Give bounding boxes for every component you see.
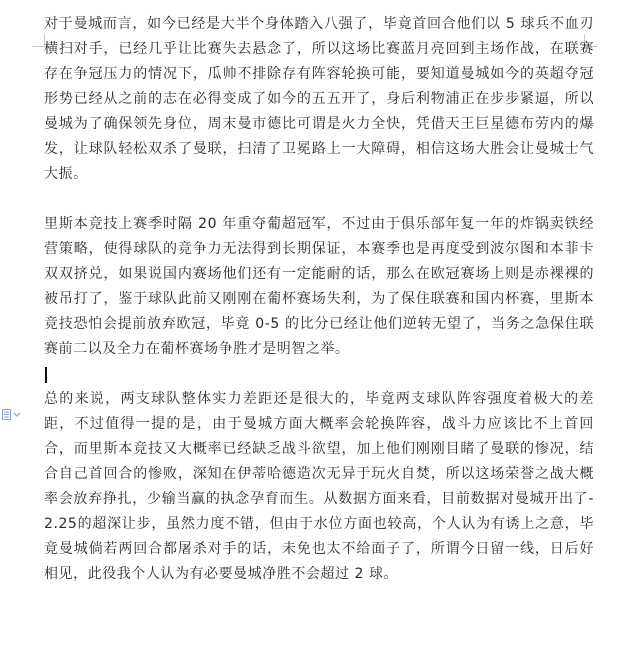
paragraph-3: 总的来说，两支球队整体实力差距还是很大的，毕竟两支球队阵容强度着极大的差距，不过值得一提的是，由于曼城方面大概率会轮换阵容，战斗力应该比不上首回合，而里斯本竞技又大概率已经缺乏战斗欲望，加上他们刚刚目睹了曼联的惨况，结合自己首回合的惨败，深知在伊蒂哈德造次无异于玩火自焚，所以这场荣誉之战大概率会放弃挣扎，少输当赢的执念孕育而生。从数据方面来看，目前数据对曼城开出了-2.25的超深让步，虽然力度不错，但由于水位方面也较高，个人认为有诱上之意，毕竟曼城倘若两回合都屠杀对手的话，未免也太不给面子了，所谓今日留一线，日后好相见，此役我个人认为有必要曼城净胜不会超过 2 球。 bbox=[44, 391, 594, 582]
paragraph-2: 里斯本竞技上赛季时隔 20 年重夺葡超冠军，不过由于俱乐部年复一年的炸锅卖铁经营策略，使得球队的竞争力无法得到长期保证，本赛季也是再度受到波尔图和本菲卡双双挤兑，如果说国内赛场他们还有一定能耐的话，那么在欧冠赛场上则是赤裸裸的被吊打了，鉴于球队此前又刚刚在葡杯赛场失利，为了保住联赛和国内杯赛，里斯本竞技恐怕会提前放弃欧冠，毕竟 0-5 的比分已经让他们逆转无望了，当务之急保住联赛前二以及全力在葡杯赛场争胜才是明智之举。 bbox=[44, 216, 594, 357]
document-body[interactable] bbox=[44, 12, 594, 587]
paragraph-1: 对于曼城而言，如今已经是大半个身体踏入八强了，毕竟首回合他们以 5 球兵不血刃横扫对手，已经几乎让比赛失去悬念了，所以这场比赛蓝月亮回到主场作战，在联赛存在争冠压力的情况下，瓜帅不排除存有阵容轮换可能，要知道曼城如今的英超夺冠形势已经从之前的志在必得变成了如今的五五开了，身后利物浦正在步步紧逼，所以曼城为了确保领先身位，周末曼市德比可谓是火力全快，凭借天王巨星德布劳内的爆发，让球队轻松双杀了曼联，扫清了卫冕路上一大障碍，相信这场大胜会让曼城士气大振。 bbox=[44, 16, 594, 182]
paragraph-settings-icon[interactable] bbox=[2, 406, 22, 418]
paragraph-settings-icon-glyph bbox=[2, 409, 22, 421]
text-cursor bbox=[45, 367, 47, 383]
empty-line-with-cursor[interactable] bbox=[44, 362, 594, 387]
empty-line bbox=[44, 187, 594, 212]
